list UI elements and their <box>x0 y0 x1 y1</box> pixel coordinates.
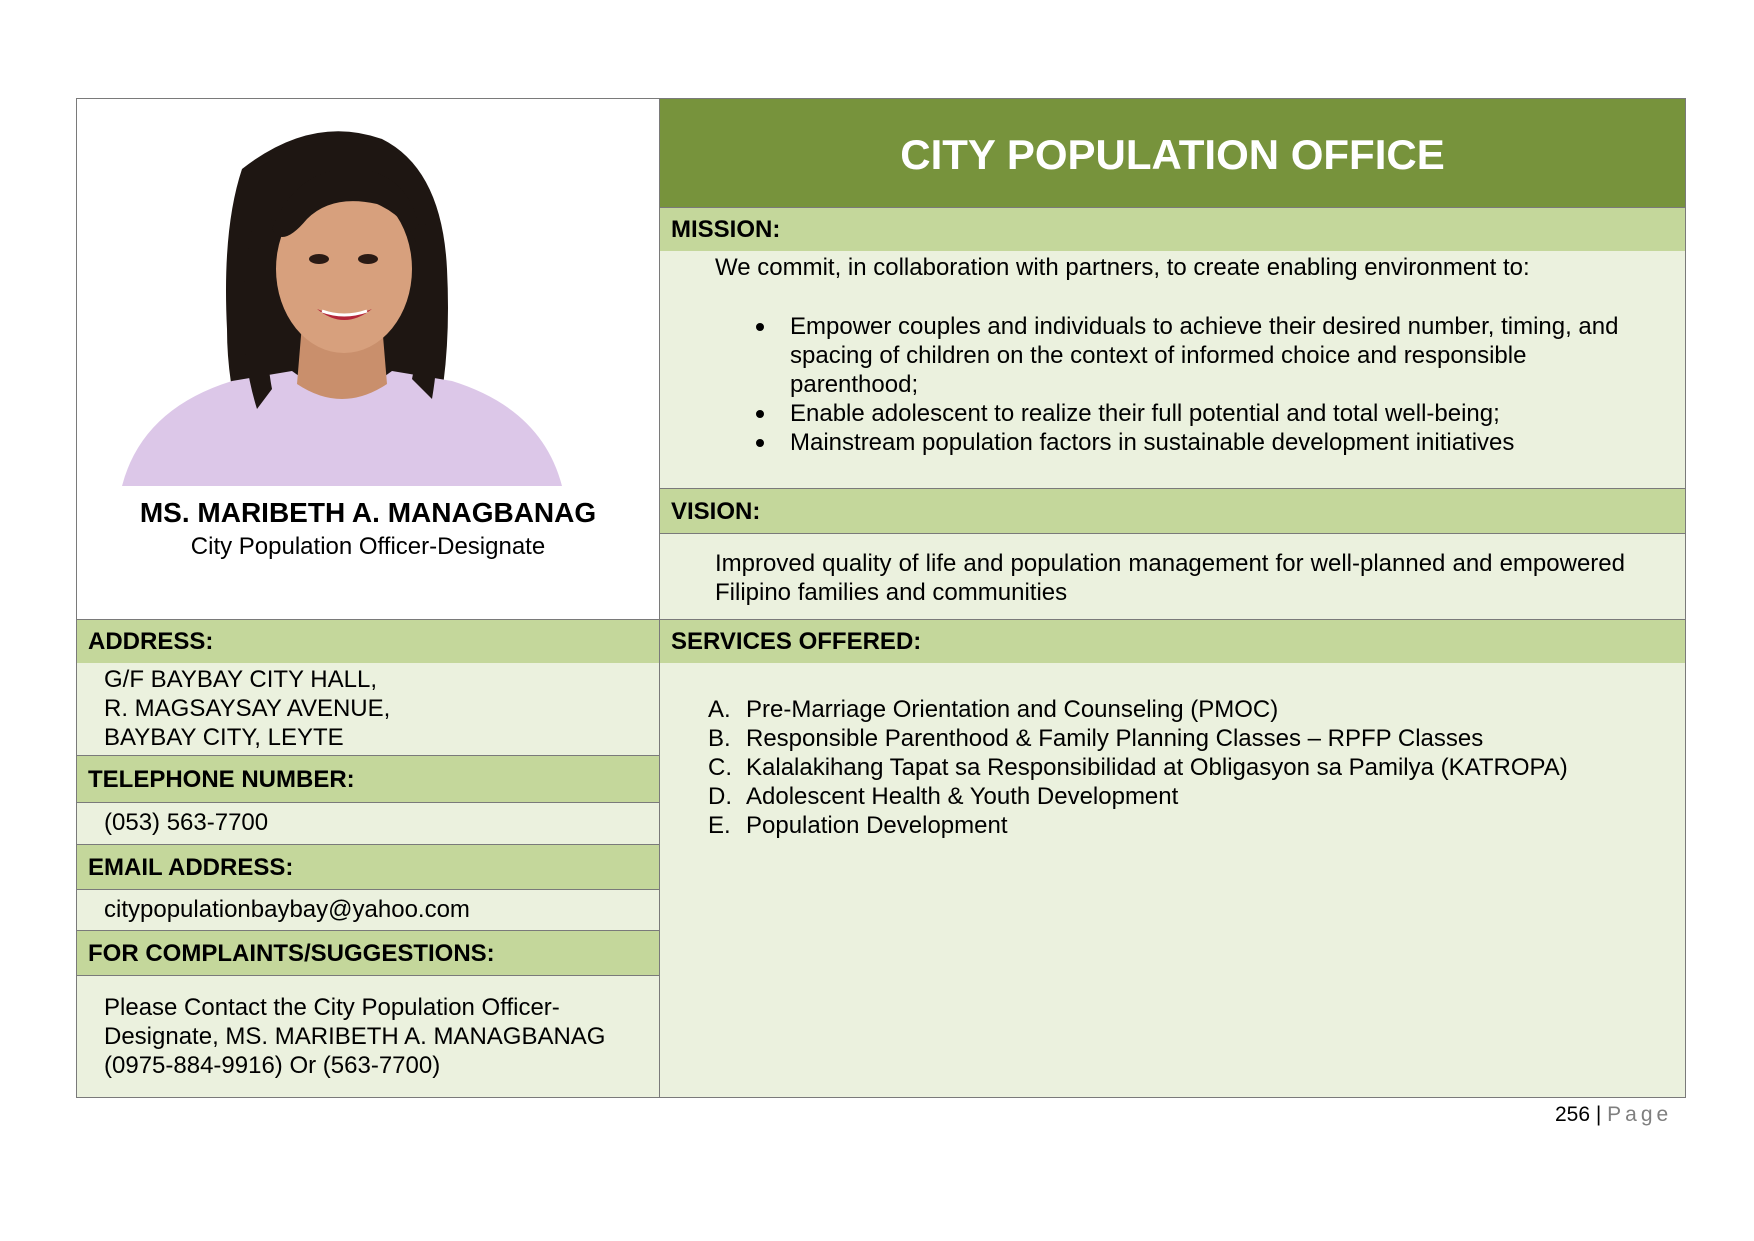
page-separator: | <box>1590 1103 1608 1126</box>
officer-photo <box>122 109 562 486</box>
service-item: E. Population Development <box>708 812 1008 839</box>
vision-header: VISION: <box>660 488 1685 534</box>
portrait-photo <box>122 109 562 486</box>
address-body <box>77 663 659 755</box>
complaints-body <box>77 976 659 1097</box>
services-body <box>660 663 1685 1097</box>
address-line: BAYBAY CITY, LEYTE <box>104 724 344 751</box>
right-column <box>660 99 1685 1097</box>
services-header: SERVICES OFFERED: <box>660 619 1685 665</box>
mission-header: MISSION: <box>660 207 1685 253</box>
email-header: EMAIL ADDRESS: <box>77 844 659 890</box>
services-list <box>660 695 1685 840</box>
telephone-body <box>77 803 659 845</box>
service-item: A. Pre-Marriage Orientation and Counseling (PMOC) <box>708 696 1279 723</box>
address-line: R. MAGSAYSAY AVENUE, <box>104 695 391 722</box>
mission-item: Empower couples and individuals to achieve their desired number, timing, and spacing of children on the context of informed choice and responsible parenthood; <box>660 312 1685 399</box>
page-word: Page <box>1607 1103 1673 1126</box>
bullet-icon <box>756 323 764 331</box>
left-column <box>77 99 660 1097</box>
mission-item: Mainstream population factors in sustainable development initiatives <box>660 428 1685 457</box>
telephone-value: (053) 563-7700 <box>104 809 269 836</box>
service-item: D. Adolescent Health & Youth Development <box>708 783 1179 810</box>
office-card <box>76 98 1686 1098</box>
email-value[interactable]: citypopulationbaybay@yahoo.com <box>104 896 470 923</box>
officer-name: MS. MARIBETH A. MANAGBANAG <box>139 497 597 528</box>
mission-intro: We commit, in collaboration with partners, to create enabling environment to: <box>715 254 1530 281</box>
page-number-value: 256 <box>1555 1103 1591 1126</box>
office-title: CITY POPULATION OFFICE <box>660 99 1685 207</box>
complaints-header: FOR COMPLAINTS/SUGGESTIONS: <box>77 930 659 976</box>
complaints-line: Designate, MS. MARIBETH A. MANAGBANAG <box>104 1023 606 1050</box>
complaints-line: (0975-884-9916) Or (563-7700) <box>104 1052 441 1079</box>
mission-list <box>660 312 1685 457</box>
service-item: C. Kalalakihang Tapat sa Responsibilidad at Obligasyon sa Pamilya (KATROPA) <box>708 754 1568 781</box>
email-body <box>77 890 659 930</box>
page-number <box>1555 1103 1672 1127</box>
mission-item: Enable adolescent to realize their full potential and total well-being; <box>660 399 1685 428</box>
officer-role: City Population Officer-Designate <box>190 533 546 560</box>
vision-body <box>660 534 1685 619</box>
complaints-line: Please Contact the City Population Officer- <box>104 994 560 1021</box>
service-item: B. Responsible Parenthood & Family Planning Classes – RPFP Classes <box>708 725 1484 752</box>
vision-text: Improved quality of life and population management for well-planned and empowered Filipino families and communities <box>715 550 1625 606</box>
bullet-icon <box>756 410 764 418</box>
address-header: ADDRESS: <box>77 619 659 665</box>
telephone-header: TELEPHONE NUMBER: <box>77 755 659 803</box>
address-line: G/F BAYBAY CITY HALL, <box>104 666 377 693</box>
mission-body <box>660 251 1685 488</box>
bullet-icon <box>756 439 764 447</box>
